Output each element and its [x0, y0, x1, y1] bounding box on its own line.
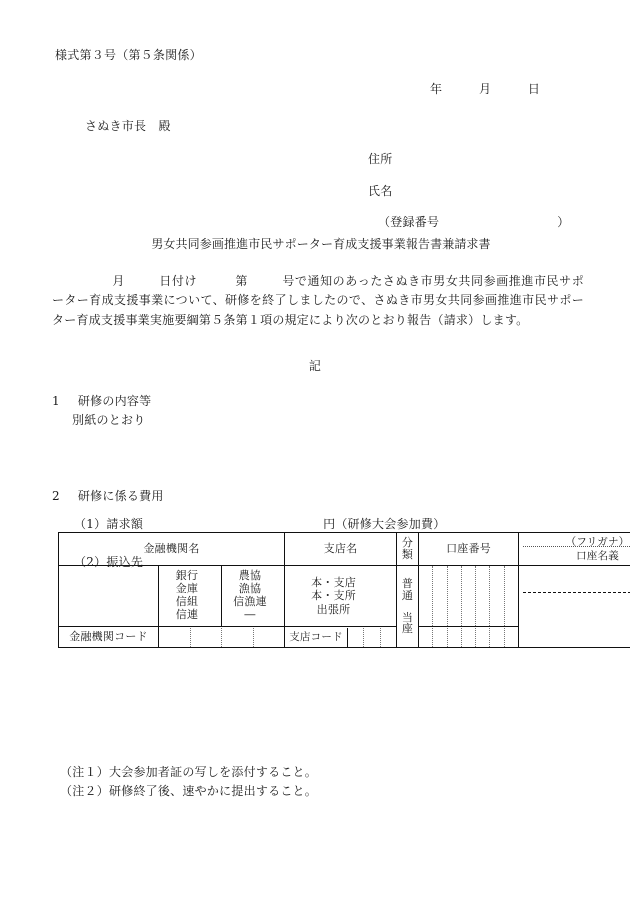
header-account-holder [519, 533, 630, 566]
account-kind-toza[interactable]: 当 座 [401, 610, 414, 636]
branch-code-cells[interactable] [348, 628, 396, 647]
body-month: 月 [112, 274, 125, 288]
account-holder-divider [523, 592, 630, 593]
inst-code-digit-1[interactable] [159, 628, 191, 647]
institution-type-col1[interactable] [159, 566, 222, 627]
institution-type-dash[interactable]: ― [244, 607, 256, 621]
branch-type-honshiten[interactable]: 本・支店 [311, 576, 356, 590]
page-title: 男女共同参画推進市民サポーター育成支援事業報告書兼請求書 [151, 237, 491, 251]
institution-type-shinren[interactable]: 信連 [175, 607, 199, 621]
account-holder-input[interactable] [519, 566, 630, 648]
institution-type-shingyoren[interactable]: 信漁連 [233, 595, 267, 608]
table-header-row [59, 533, 630, 566]
registration-close-paren: ） [557, 215, 570, 230]
account-number-input[interactable] [419, 566, 519, 627]
branch-code-digit-2[interactable] [364, 628, 380, 647]
claim-amount-unit: 円（研修大会参加費） [323, 516, 446, 531]
acct-lower-1[interactable] [419, 628, 433, 647]
institution-type-col2[interactable] [222, 566, 285, 627]
registration-number-field [368, 213, 569, 232]
header-account-name: 口座名義 [576, 550, 619, 562]
institution-type-bank[interactable]: 銀行 [175, 569, 199, 583]
acct-lower-2[interactable] [433, 628, 447, 647]
branch-type-options[interactable] [285, 566, 397, 627]
acct-digit-7[interactable] [505, 566, 518, 626]
section-2-heading: 研修に係る費用 [77, 489, 164, 503]
inst-code-digit-4[interactable] [254, 628, 285, 647]
account-kind-futsu[interactable]: 普 通 [401, 576, 414, 602]
body-daydate: 日付け [158, 274, 198, 288]
body-line2: ポーター育成支援事業について、研修を終了しましたので、さぬき市男女共同参画推 [52, 274, 584, 308]
acct-lower-3[interactable] [448, 628, 462, 647]
institution-code-label: 金融機関コード [59, 627, 159, 648]
acct-digit-5[interactable] [476, 566, 490, 626]
section-1-heading: 研修の内容等 [77, 394, 152, 408]
section-2-heading-row [52, 487, 445, 506]
body-dai: 第 [235, 274, 248, 288]
ki-marker: 記 [308, 359, 322, 373]
inst-code-digit-2[interactable] [191, 628, 223, 647]
acct-lower-4[interactable] [462, 628, 476, 647]
institution-type-gyokyo[interactable]: 漁協 [238, 582, 262, 596]
account-number-input-lower[interactable] [419, 627, 519, 648]
bank-transfer-table [58, 532, 630, 648]
applicant-block [368, 150, 569, 232]
form-number: 様式第３号（第５条関係） [55, 48, 202, 62]
section-1 [52, 392, 151, 429]
institution-code-input[interactable] [159, 627, 285, 648]
body-line1-tail: 号で通知のあったさぬき市男女共同参画推進市民サ [281, 274, 572, 288]
furigana-divider [523, 546, 630, 547]
acct-digit-6[interactable] [490, 566, 504, 626]
body-paragraph [52, 272, 584, 330]
account-number-cells-lower[interactable] [419, 628, 518, 647]
acct-digit-1[interactable] [419, 566, 433, 626]
acct-digit-2[interactable] [433, 566, 447, 626]
branch-code-label: 支店コード [285, 628, 348, 647]
branch-type-honshisho[interactable]: 本・支所 [311, 589, 356, 603]
section-1-heading-row [52, 392, 151, 411]
registration-label: （登録番号 [378, 215, 440, 230]
acct-lower-5[interactable] [476, 628, 490, 647]
header-branch-name: 支店名 [285, 533, 397, 566]
account-number-cells[interactable] [419, 566, 518, 626]
institution-type-shinkumi[interactable]: 信組 [175, 595, 199, 608]
date-line: 年 月 日 [430, 82, 541, 96]
section-1-number: 1 [52, 394, 60, 408]
institution-name-input[interactable] [59, 566, 159, 627]
header-furigana: （フリガナ） [565, 535, 630, 548]
section-2-item-1 [52, 515, 445, 534]
header-account-number: 口座番号 [419, 533, 519, 566]
institution-type-nokyo[interactable]: 農協 [238, 569, 262, 583]
header-kind: 分類 [397, 533, 419, 566]
section-2-item-2: （2）振込先 [74, 555, 144, 570]
acct-lower-7[interactable] [505, 628, 518, 647]
body-line3: 進市民サポーター育成支援事業実施要綱第５条第１項の規定により次のとおり報告 [52, 293, 584, 327]
footnote-1: （注１）大会参加者証の写しを添付すること。 [60, 765, 318, 779]
institution-code-cells[interactable] [159, 628, 284, 647]
section-1-content: 別紙のとおり [72, 412, 146, 427]
table-entry-row [59, 566, 630, 627]
branch-code-digit-3[interactable] [381, 628, 396, 647]
footnote-2: （注２）研修終了後、速やかに提出すること。 [60, 784, 318, 799]
name-label: 氏名 [368, 183, 393, 198]
branch-type-shuccho[interactable]: 出張所 [316, 602, 351, 616]
acct-digit-3[interactable] [448, 566, 462, 626]
acct-digit-4[interactable] [462, 566, 476, 626]
claim-amount-label: （1）請求額 [74, 516, 144, 531]
institution-type-kinko[interactable]: 金庫 [175, 582, 199, 596]
account-kind-options[interactable] [397, 566, 419, 648]
inst-code-digit-3[interactable] [222, 628, 254, 647]
branch-code-digit-1[interactable] [348, 628, 364, 647]
acct-lower-6[interactable] [490, 628, 504, 647]
section-2-number: 2 [52, 489, 60, 503]
branch-code-group[interactable] [285, 627, 397, 648]
header-institution-name: 金融機関名 [59, 533, 285, 566]
addressee: さぬき市長 殿 [85, 119, 171, 133]
address-label: 住所 [368, 152, 393, 166]
body-line4: （請求）します。 [431, 312, 529, 327]
footnotes [60, 763, 317, 801]
